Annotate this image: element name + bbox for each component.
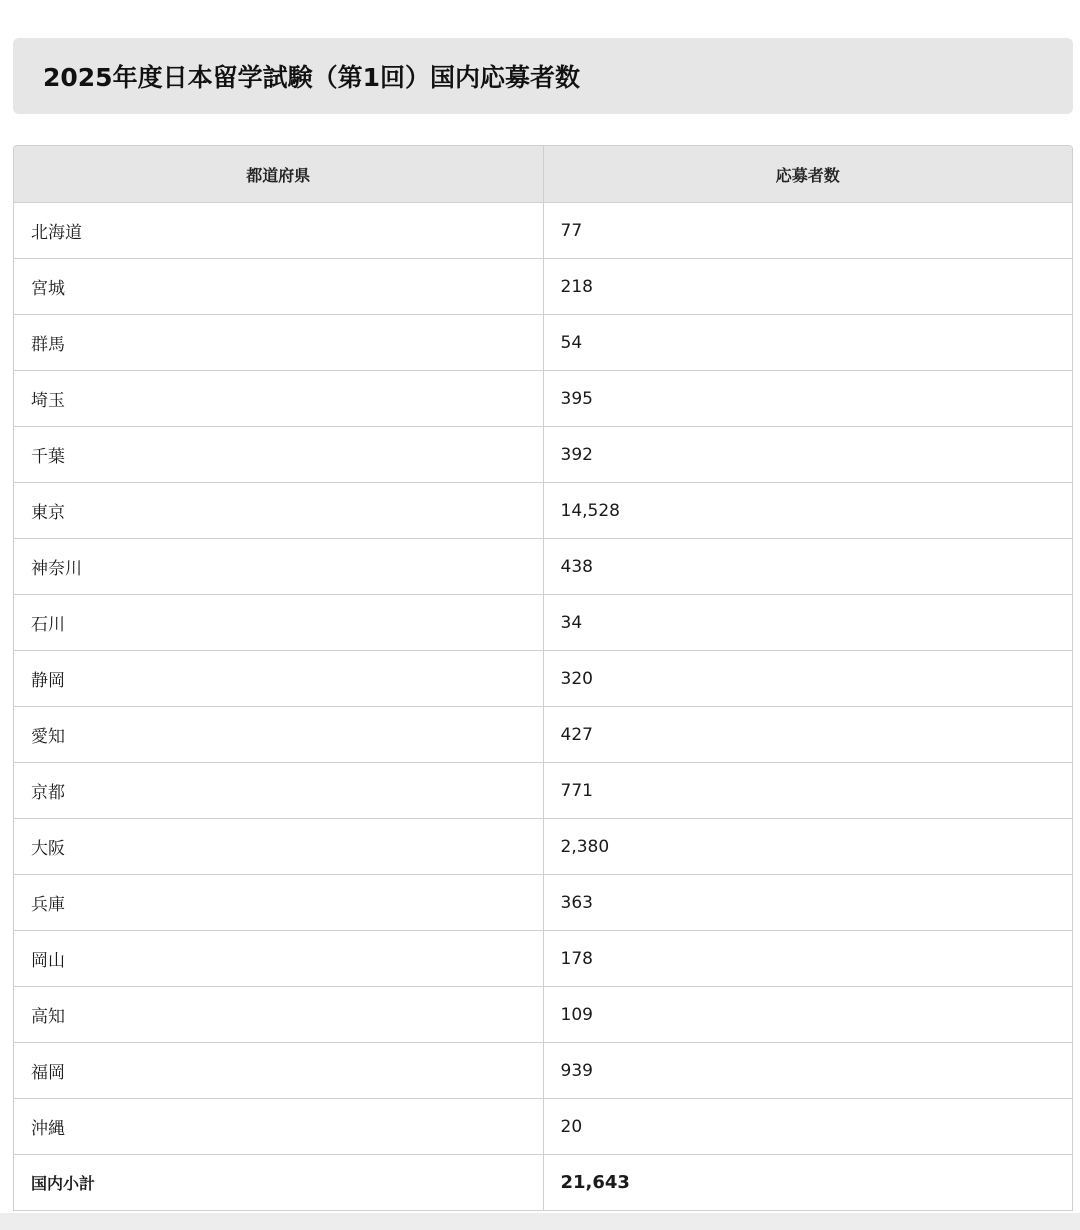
- prefecture-cell: 京都: [14, 763, 543, 819]
- prefecture-cell: 岡山: [14, 931, 543, 987]
- table-row: [14, 931, 1072, 987]
- count-cell: 218: [543, 259, 1072, 315]
- total-label-cell: 国内小計: [14, 1155, 543, 1211]
- prefecture-cell: 宮城: [14, 259, 543, 315]
- prefecture-cell: 高知: [14, 987, 543, 1043]
- page-bottom-strip: [0, 1213, 1080, 1230]
- total-count-cell: 21,643: [560, 1172, 630, 1193]
- table-row: [14, 987, 1072, 1043]
- prefecture-cell: 沖縄: [14, 1099, 543, 1155]
- prefecture-cell: 大阪: [14, 819, 543, 875]
- table-row: [14, 763, 1072, 819]
- count-cell: 20: [543, 1099, 1072, 1155]
- table-row: [14, 651, 1072, 707]
- total-row: [14, 1155, 1072, 1211]
- prefecture-cell: 静岡: [14, 651, 543, 707]
- count-cell: 427: [543, 707, 1072, 763]
- prefecture-cell: 兵庫: [14, 875, 543, 931]
- column-header-count: 応募者数: [543, 146, 1072, 203]
- title-bar: [13, 38, 1073, 114]
- count-cell: 363: [543, 875, 1072, 931]
- prefecture-cell: 埼玉: [14, 371, 543, 427]
- count-cell: 14,528: [543, 483, 1072, 539]
- table-row: [14, 427, 1072, 483]
- table-row: [14, 1099, 1072, 1155]
- table-row: [14, 1043, 1072, 1099]
- table-body: [14, 203, 1072, 1211]
- count-cell: 2,380: [543, 819, 1072, 875]
- count-cell: 77: [543, 203, 1072, 259]
- table-row: [14, 315, 1072, 371]
- count-cell: 392: [543, 427, 1072, 483]
- prefecture-cell: 東京: [14, 483, 543, 539]
- table-row: [14, 819, 1072, 875]
- table-row: [14, 595, 1072, 651]
- table-row: [14, 483, 1072, 539]
- count-cell: 178: [543, 931, 1072, 987]
- count-cell: 54: [543, 315, 1072, 371]
- table-header-row: [14, 146, 1072, 203]
- count-cell: 939: [543, 1043, 1072, 1099]
- prefecture-cell: 北海道: [14, 203, 543, 259]
- table-row: [14, 539, 1072, 595]
- prefecture-cell: 石川: [14, 595, 543, 651]
- count-cell: 34: [543, 595, 1072, 651]
- page-title: 2025年度日本留学試験（第1回）国内応募者数: [43, 63, 580, 92]
- table-row: [14, 203, 1072, 259]
- count-cell: 395: [543, 371, 1072, 427]
- prefecture-cell: 愛知: [14, 707, 543, 763]
- count-cell: 320: [543, 651, 1072, 707]
- applicants-table: [14, 146, 1072, 1210]
- prefecture-cell: 千葉: [14, 427, 543, 483]
- prefecture-cell: 福岡: [14, 1043, 543, 1099]
- count-cell: 109: [543, 987, 1072, 1043]
- table-row: [14, 371, 1072, 427]
- table-row: [14, 707, 1072, 763]
- column-header-prefecture: 都道府県: [14, 146, 543, 203]
- applicants-table-container: [13, 145, 1073, 1211]
- prefecture-cell: 神奈川: [14, 539, 543, 595]
- count-cell: 438: [543, 539, 1072, 595]
- table-row: [14, 875, 1072, 931]
- table-row: [14, 259, 1072, 315]
- prefecture-cell: 群馬: [14, 315, 543, 371]
- count-cell: 771: [543, 763, 1072, 819]
